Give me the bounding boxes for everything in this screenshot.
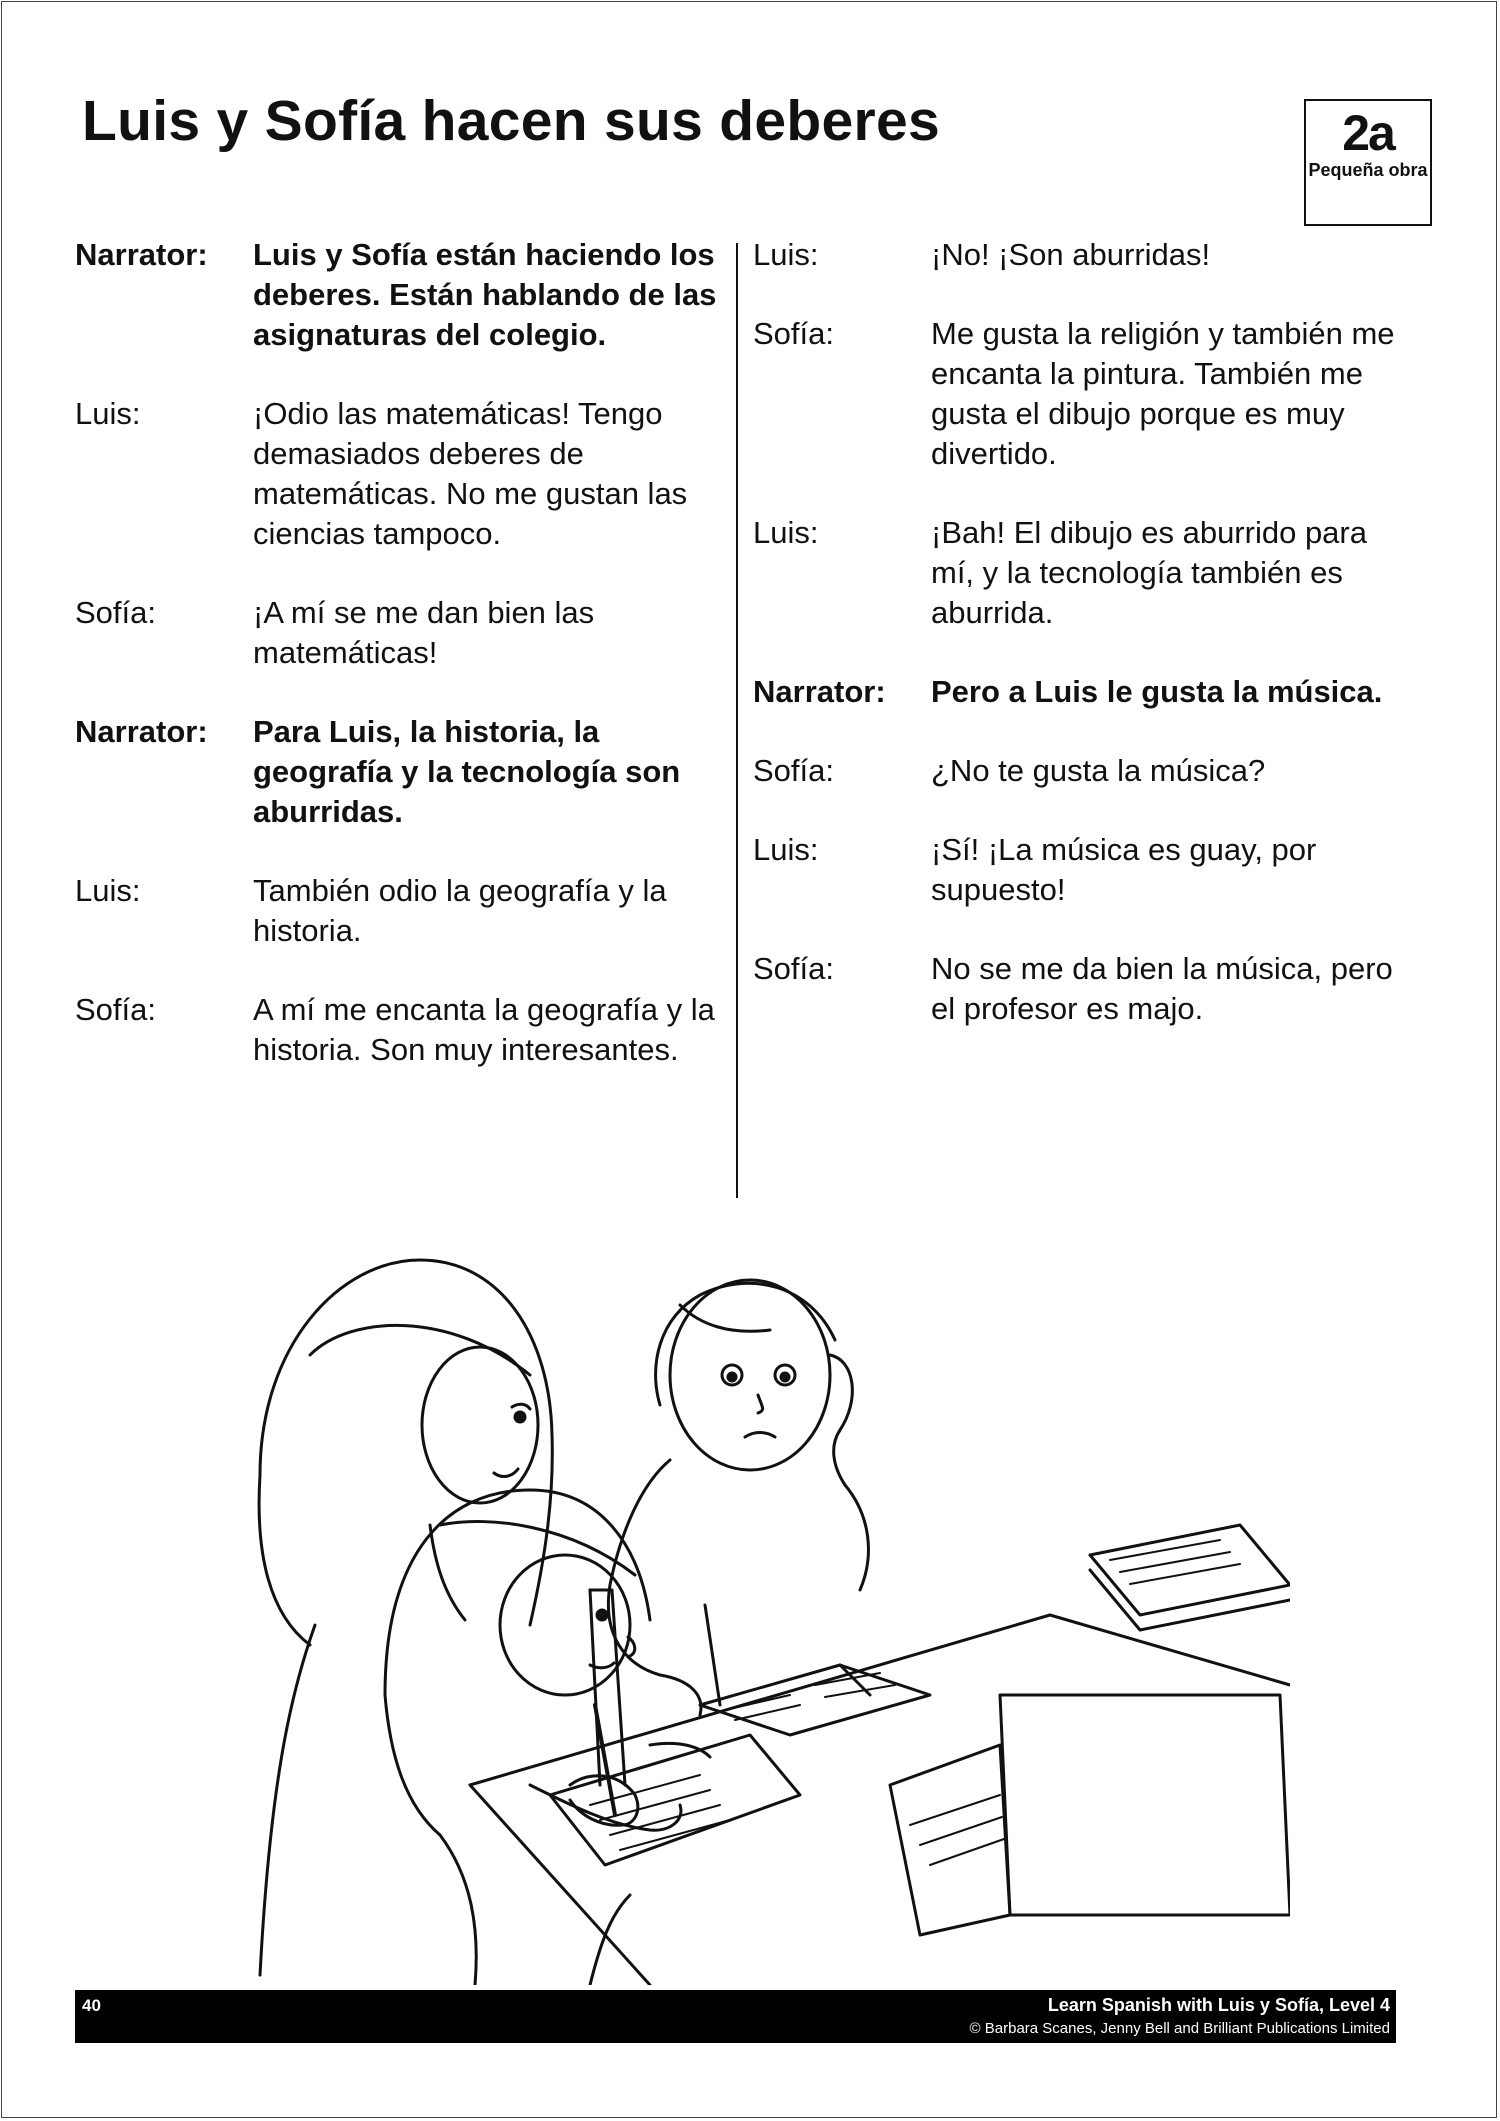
dialogue-text: También odio la geografía y la historia. — [253, 873, 667, 948]
dialogue-text: No se me da bien la música, pero el profesor es majo. — [931, 951, 1393, 1026]
copyright-notice: © Barbara Scanes, Jenny Bell and Brilliant Publications Limited — [969, 2020, 1390, 2037]
dialogue-text: ¡No! ¡Son aburridas! — [931, 237, 1211, 272]
page-number: 40 — [82, 1996, 101, 2015]
speaker-label: Luis: — [753, 515, 819, 550]
girl-figure — [385, 1490, 710, 1985]
dialogue-line — [753, 314, 1413, 474]
dialogue-line — [753, 235, 1413, 275]
speaker-label: Luis: — [753, 832, 819, 867]
dialogue-line — [753, 949, 1413, 1029]
dialogue-line — [753, 751, 1413, 791]
dialogue-line — [753, 830, 1413, 910]
dialogue-line — [753, 672, 1413, 712]
dialogue-line — [753, 513, 1413, 633]
speaker-label: Sofía: — [75, 595, 156, 630]
mother-figure — [259, 1260, 638, 1975]
dialogue-text: ¡Odio las matemáticas! Tengo demasiados deberes de matemáticas. No me gustan las ciencias tampoco. — [253, 396, 688, 551]
badge-label: Pequeña obra — [1308, 160, 1428, 180]
speaker-label: Narrator: — [753, 674, 886, 709]
dialogue-line — [75, 235, 725, 355]
speaker-label: Sofía: — [753, 753, 834, 788]
dialogue-text: ¡Bah! El dibujo es aburrido para mí, y la tecnología también es aburrida. — [931, 515, 1367, 630]
speaker-label: Luis: — [753, 237, 819, 272]
dialogue-text: ¡Sí! ¡La música es guay, por supuesto! — [931, 832, 1317, 907]
dialogue-text: Luis y Sofía están haciendo los deberes. Están hablando de las asignaturas del colegio. — [253, 237, 717, 352]
speaker-label: Sofía: — [75, 992, 156, 1027]
dialogue-text: Pero a Luis le gusta la música. — [931, 674, 1383, 709]
worksheet-badge — [1304, 99, 1432, 226]
dialogue-column-right — [753, 235, 1413, 1068]
page-title: Luis y Sofía hacen sus deberes — [82, 89, 940, 153]
dialogue-line — [75, 394, 725, 554]
column-divider — [736, 243, 738, 1198]
dialogue-text: A mí me encanta la geografía y la historia. Son muy interesantes. — [253, 992, 715, 1067]
dialogue-line — [75, 593, 725, 673]
speaker-label: Sofía: — [753, 951, 834, 986]
badge-number: 2a — [1342, 105, 1394, 161]
speaker-label: Narrator: — [75, 714, 208, 749]
dialogue-line — [75, 871, 725, 951]
dialogue-column-left — [75, 235, 725, 1109]
dialogue-text: Para Luis, la historia, la geografía y la tecnología son aburridas. — [253, 714, 681, 829]
dialogue-line — [75, 990, 725, 1070]
boy-figure — [608, 1280, 868, 1715]
dialogue-text: ¿No te gusta la música? — [931, 753, 1266, 788]
speaker-label: Luis: — [75, 873, 141, 908]
speaker-label: Luis: — [75, 396, 141, 431]
homework-illustration — [230, 1225, 1290, 1985]
speaker-label: Sofía: — [753, 316, 834, 351]
dialogue-text: Me gusta la religión y también me encanta la pintura. También me gusta el dibujo porque es muy divertido. — [931, 316, 1395, 471]
speaker-label: Narrator: — [75, 237, 208, 272]
book-title: Learn Spanish with Luis y Sofía, Level 4 — [1047, 1995, 1390, 2015]
dialogue-line — [75, 712, 725, 832]
dialogue-text: ¡A mí se me dan bien las matemáticas! — [253, 595, 595, 670]
page-footer — [75, 1990, 1396, 2043]
